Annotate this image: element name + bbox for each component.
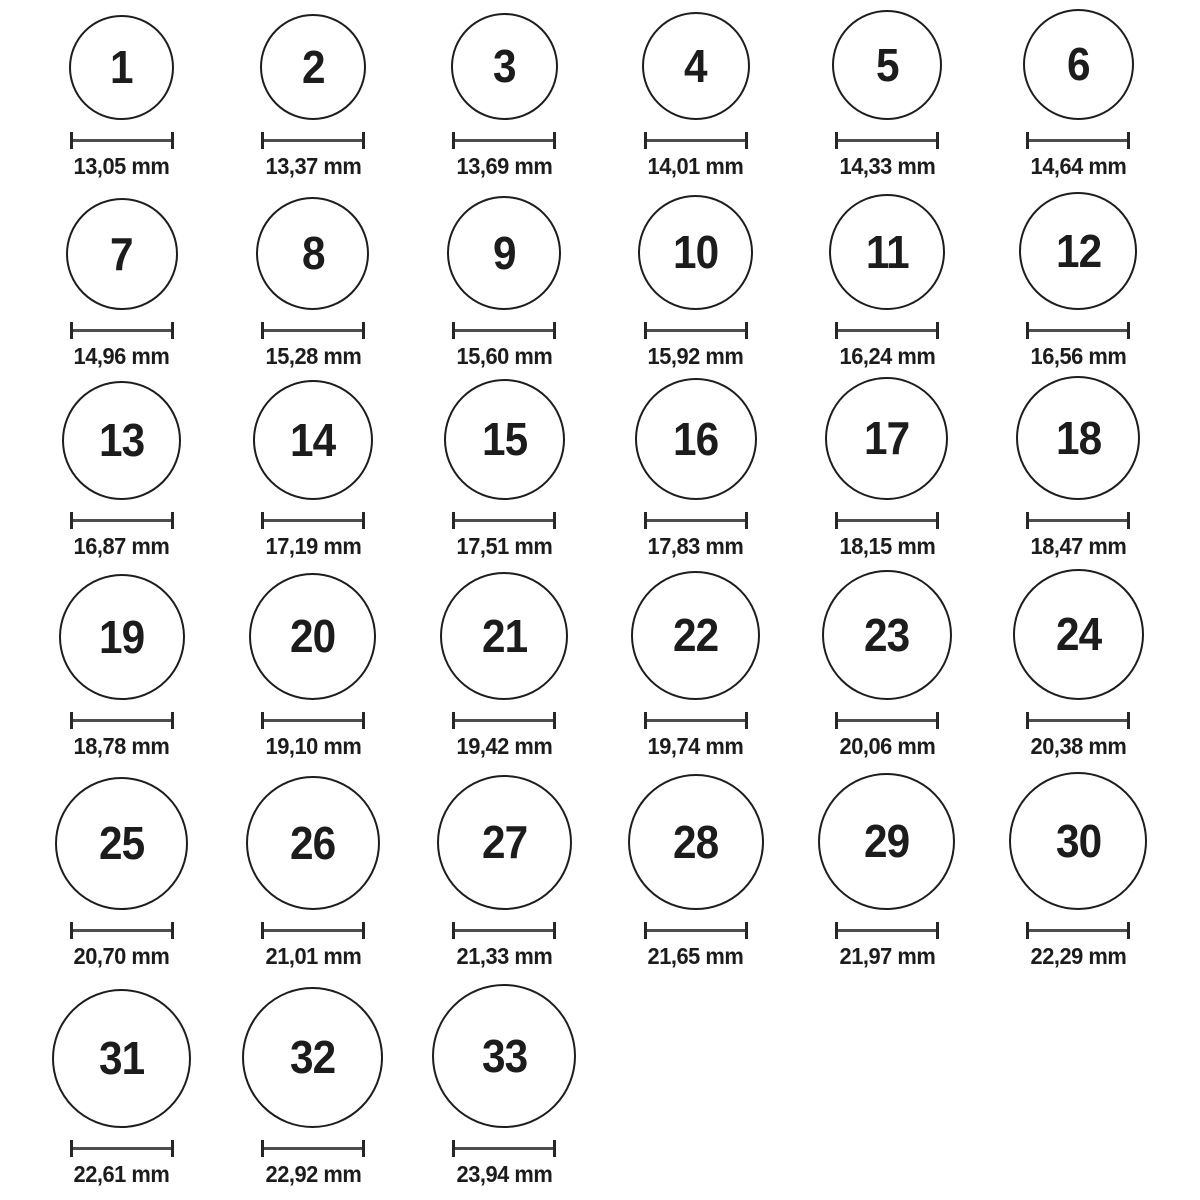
size-number: 12 xyxy=(1055,224,1101,277)
ring-size-item xyxy=(217,975,408,1193)
diameter-measure-line xyxy=(644,922,748,939)
diameter-label: 13,69 mm xyxy=(456,152,553,179)
size-number: 19 xyxy=(99,610,145,663)
size-number: 7 xyxy=(110,227,133,280)
diameter-label: 23,94 mm xyxy=(456,1160,553,1187)
size-circle xyxy=(62,381,181,500)
diameter-measure-line xyxy=(1026,712,1130,729)
ring-size-item xyxy=(983,765,1174,975)
diameter-measure-line xyxy=(452,132,556,149)
diameter-measure-line xyxy=(835,922,939,939)
diameter-measure-line xyxy=(644,712,748,729)
size-circle xyxy=(829,194,945,310)
size-number: 27 xyxy=(481,816,527,869)
diameter-label: 14,96 mm xyxy=(73,342,170,369)
ring-size-item xyxy=(409,0,600,185)
ring-size-item xyxy=(217,375,408,565)
diameter-measure-line xyxy=(1026,512,1130,529)
size-circle xyxy=(1019,192,1137,310)
ring-size-item xyxy=(600,0,791,185)
size-circle xyxy=(52,989,191,1128)
diameter-label: 18,78 mm xyxy=(73,732,170,759)
diameter-measure-line xyxy=(261,132,365,149)
diameter-measure-line xyxy=(70,1140,174,1157)
diameter-label: 16,87 mm xyxy=(73,532,170,559)
size-number: 15 xyxy=(481,413,527,466)
diameter-measure-line xyxy=(452,322,556,339)
diameter-measure-line xyxy=(70,512,174,529)
ring-size-item xyxy=(600,565,791,765)
diameter-label: 14,01 mm xyxy=(647,152,744,179)
size-circle xyxy=(447,196,561,310)
size-number: 32 xyxy=(290,1031,336,1084)
size-number: 29 xyxy=(864,815,910,868)
diameter-measure-line xyxy=(1026,132,1130,149)
size-circle xyxy=(451,13,558,120)
diameter-measure-line xyxy=(261,922,365,939)
diameter-measure-line xyxy=(452,922,556,939)
diameter-measure-line xyxy=(261,512,365,529)
size-number: 16 xyxy=(673,412,719,465)
ring-size-item xyxy=(983,565,1174,765)
size-number: 17 xyxy=(864,412,910,465)
size-circle xyxy=(440,572,568,700)
size-circle xyxy=(444,379,565,500)
size-number: 24 xyxy=(1055,608,1101,661)
ring-size-item xyxy=(217,765,408,975)
size-circle xyxy=(253,380,373,500)
diameter-label: 22,61 mm xyxy=(73,1160,170,1187)
diameter-label: 21,33 mm xyxy=(456,942,553,969)
size-number: 3 xyxy=(492,40,516,93)
diameter-measure-line xyxy=(835,322,939,339)
diameter-label: 21,97 mm xyxy=(839,942,935,969)
diameter-measure-line xyxy=(835,712,939,729)
ring-size-item xyxy=(791,765,982,975)
size-circle xyxy=(628,774,764,910)
size-number: 1 xyxy=(110,41,133,94)
ring-size-item xyxy=(983,375,1174,565)
ring-size-item xyxy=(26,565,217,765)
size-number: 26 xyxy=(290,816,336,869)
size-circle xyxy=(242,987,383,1128)
diameter-measure-line xyxy=(644,132,748,149)
ring-size-item xyxy=(791,565,982,765)
size-circle xyxy=(249,573,376,700)
size-circle xyxy=(432,984,576,1128)
diameter-label: 17,19 mm xyxy=(265,532,361,559)
diameter-label: 14,33 mm xyxy=(839,152,935,179)
size-number: 5 xyxy=(875,38,899,91)
size-circle xyxy=(822,570,952,700)
ring-size-item xyxy=(217,565,408,765)
diameter-label: 17,83 mm xyxy=(647,532,744,559)
diameter-label: 15,60 mm xyxy=(456,342,553,369)
diameter-measure-line xyxy=(261,712,365,729)
size-number: 31 xyxy=(99,1032,145,1085)
size-circle xyxy=(1013,569,1144,700)
ring-size-item xyxy=(217,0,408,185)
size-circle xyxy=(1016,376,1140,500)
ring-size-item xyxy=(600,765,791,975)
ring-size-item xyxy=(26,975,217,1193)
diameter-label: 13,37 mm xyxy=(265,152,361,179)
diameter-label: 17,51 mm xyxy=(456,532,553,559)
size-circle xyxy=(1023,9,1134,120)
diameter-label: 15,92 mm xyxy=(647,342,744,369)
ring-size-item xyxy=(409,975,600,1193)
diameter-label: 19,10 mm xyxy=(265,732,361,759)
size-circle xyxy=(69,15,174,120)
ring-size-item xyxy=(26,765,217,975)
diameter-measure-line xyxy=(452,712,556,729)
size-circle xyxy=(256,197,369,310)
diameter-label: 22,92 mm xyxy=(265,1160,361,1187)
size-circle xyxy=(825,377,948,500)
diameter-label: 14,64 mm xyxy=(1030,152,1127,179)
diameter-label: 21,65 mm xyxy=(647,942,744,969)
size-circle xyxy=(631,571,760,700)
diameter-label: 20,38 mm xyxy=(1030,732,1127,759)
diameter-measure-line xyxy=(452,512,556,529)
ring-size-item xyxy=(409,565,600,765)
diameter-label: 20,70 mm xyxy=(73,942,170,969)
diameter-label: 19,74 mm xyxy=(647,732,744,759)
diameter-label: 18,47 mm xyxy=(1030,532,1127,559)
ring-size-item xyxy=(791,375,982,565)
ring-size-item xyxy=(217,185,408,375)
diameter-measure-line xyxy=(261,1140,365,1157)
ring-size-item xyxy=(983,0,1174,185)
size-number: 21 xyxy=(481,609,527,662)
diameter-measure-line xyxy=(70,922,174,939)
diameter-label: 20,06 mm xyxy=(839,732,935,759)
ring-size-item xyxy=(409,765,600,975)
ring-size-item xyxy=(983,185,1174,375)
size-number: 30 xyxy=(1055,814,1101,867)
size-number: 18 xyxy=(1055,411,1101,464)
size-number: 10 xyxy=(673,226,719,279)
size-circle xyxy=(55,777,188,910)
ring-size-item xyxy=(791,185,982,375)
ring-size-item xyxy=(26,185,217,375)
size-number: 13 xyxy=(99,414,145,467)
size-number: 2 xyxy=(301,40,325,93)
ring-size-item xyxy=(26,0,217,185)
diameter-label: 18,15 mm xyxy=(839,532,935,559)
diameter-measure-line xyxy=(644,512,748,529)
diameter-label: 19,42 mm xyxy=(456,732,553,759)
size-circle xyxy=(642,12,750,120)
ring-size-item xyxy=(26,375,217,565)
size-circle xyxy=(638,195,753,310)
size-circle xyxy=(246,776,380,910)
diameter-measure-line xyxy=(70,712,174,729)
size-number: 23 xyxy=(864,608,910,661)
ring-size-item xyxy=(409,375,600,565)
size-number: 9 xyxy=(492,226,516,279)
size-number: 25 xyxy=(99,817,145,870)
diameter-label: 22,29 mm xyxy=(1030,942,1127,969)
diameter-label: 16,24 mm xyxy=(839,342,935,369)
size-circle xyxy=(437,775,572,910)
size-number: 8 xyxy=(301,227,325,280)
size-number: 33 xyxy=(481,1029,527,1082)
diameter-measure-line xyxy=(835,132,939,149)
size-circle xyxy=(59,574,185,700)
ring-size-item xyxy=(791,0,982,185)
size-circle xyxy=(260,14,366,120)
diameter-measure-line xyxy=(1026,322,1130,339)
diameter-measure-line xyxy=(70,322,174,339)
size-number: 6 xyxy=(1066,38,1090,91)
diameter-label: 21,01 mm xyxy=(265,942,361,969)
diameter-measure-line xyxy=(644,322,748,339)
diameter-label: 16,56 mm xyxy=(1030,342,1127,369)
ring-size-item xyxy=(600,185,791,375)
size-number: 22 xyxy=(673,609,719,662)
size-number: 11 xyxy=(865,225,909,278)
size-number: 20 xyxy=(290,610,336,663)
ring-size-item xyxy=(409,185,600,375)
size-circle xyxy=(818,773,955,910)
size-circle xyxy=(832,10,942,120)
diameter-measure-line xyxy=(1026,922,1130,939)
diameter-measure-line xyxy=(452,1140,556,1157)
size-circle xyxy=(1009,772,1147,910)
diameter-measure-line xyxy=(261,322,365,339)
diameter-measure-line xyxy=(70,132,174,149)
size-circle xyxy=(635,378,757,500)
diameter-measure-line xyxy=(835,512,939,529)
size-number: 14 xyxy=(290,413,336,466)
size-number: 4 xyxy=(684,39,707,92)
size-number: 28 xyxy=(673,815,719,868)
ring-size-item xyxy=(600,375,791,565)
size-circle xyxy=(66,198,178,310)
diameter-label: 15,28 mm xyxy=(265,342,361,369)
diameter-label: 13,05 mm xyxy=(73,152,170,179)
